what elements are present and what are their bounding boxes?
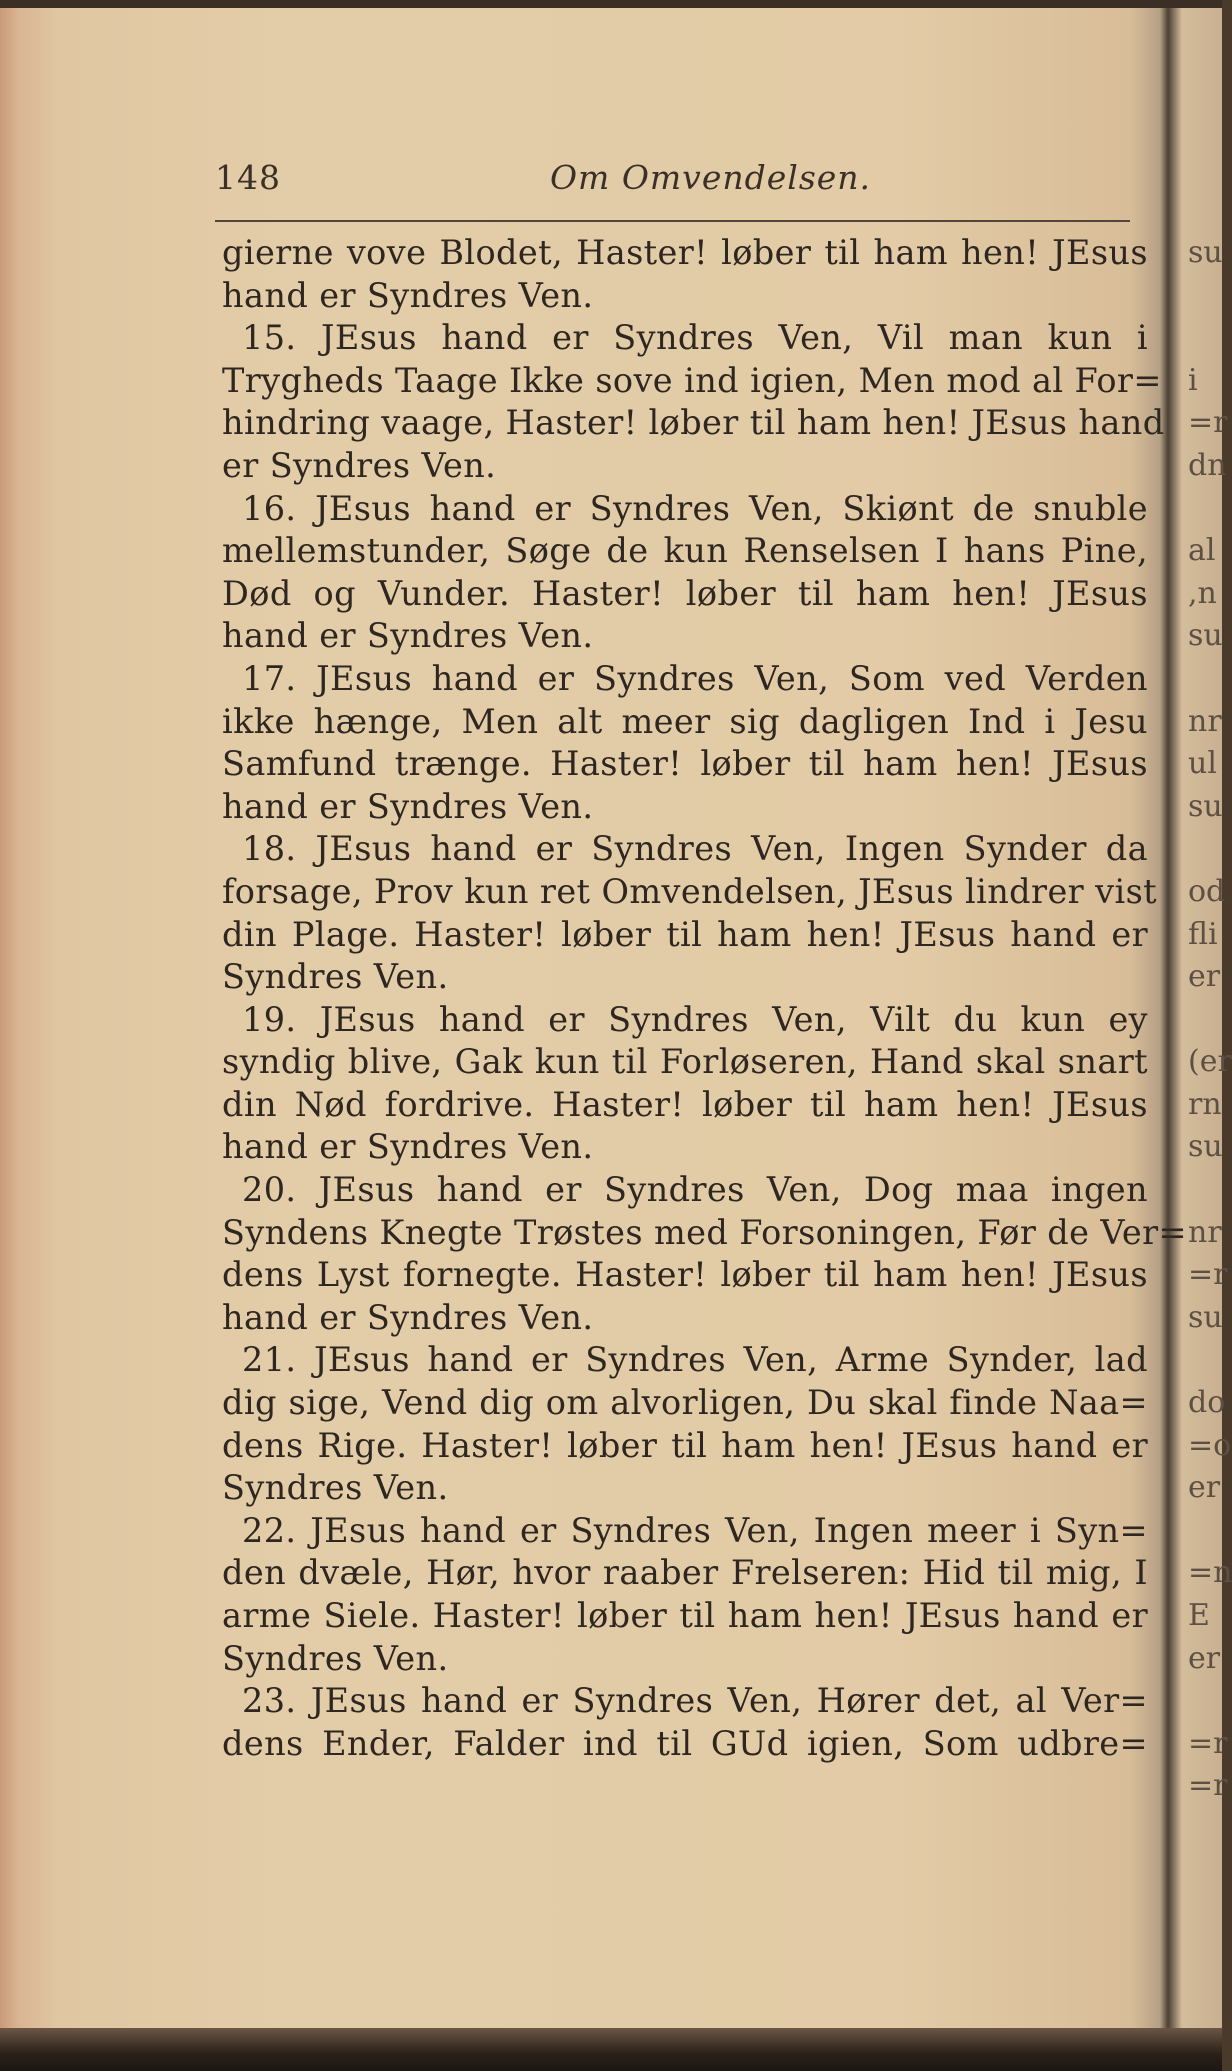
text-line: 18. JEsus hand er Syndres Ven, Ingen Synder da: [242, 829, 1148, 869]
page-top-edge: [0, 0, 1222, 8]
text-line: Syndens Knegte Trøstes med Forsoningen, Før de Ver=: [222, 1212, 1188, 1252]
text-line: dens Ender, Falder ind til GUd igien, Som udbre=: [222, 1723, 1148, 1763]
adjacent-page-fragment: =r: [1188, 1725, 1228, 1761]
text-line: forsage, Prov kun ret Omvendelsen, JEsus lindrer vist: [222, 871, 1158, 911]
adjacent-page-fragment: i: [1188, 362, 1198, 398]
text-line: den dvæle, Hør, hvor raaber Frelseren: Hid til mig, I: [222, 1553, 1148, 1593]
text-line: dig sige, Vend dig om alvorligen, Du skal finde Naa=: [222, 1383, 1148, 1423]
adjacent-page-fragment: ,n: [1188, 575, 1217, 611]
adjacent-page-fragment: [1188, 275, 1222, 318]
adjacent-page-fragment: er: [1188, 959, 1221, 995]
text-line: din Nød fordrive. Haster! løber til ham hen! JEsus: [222, 1084, 1148, 1124]
hymn-text: [222, 232, 1188, 1765]
text-line: hindring vaage, Haster! løber til ham hen! JEsus hand: [222, 403, 1165, 443]
text-line: hand er Syndres Ven.: [222, 616, 594, 656]
adjacent-page-fragment: od: [1188, 873, 1226, 909]
text-line: 21. JEsus hand er Syndres Ven, Arme Synder, lad: [242, 1340, 1148, 1380]
text-line: hand er Syndres Ven.: [222, 275, 594, 315]
adjacent-page-fragments: [1188, 232, 1232, 1808]
page-header: [215, 158, 1135, 208]
adjacent-page-fragment: [1188, 999, 1222, 1042]
adjacent-page-fragment: su: [1188, 618, 1223, 654]
page-bottom-edge: [0, 2028, 1222, 2071]
header-rule: [215, 220, 1130, 222]
adjacent-page-fragment: fli: [1188, 916, 1218, 952]
adjacent-page-fragment: er: [1188, 1470, 1221, 1506]
adjacent-page-fragment: su: [1188, 235, 1223, 270]
text-line: din Plage. Haster! løber til ham hen! JEsus hand er: [222, 914, 1148, 954]
text-line: 20. JEsus hand er Syndres Ven, Dog maa ingen: [242, 1170, 1148, 1210]
text-line: 22. JEsus hand er Syndres Ven, Ingen meer i Syn=: [242, 1510, 1148, 1550]
adjacent-page-fragment: al: [1188, 533, 1216, 569]
text-line: dens Rige. Haster! løber til ham hen! JEsus hand er: [222, 1425, 1148, 1465]
text-line: 16. JEsus hand er Syndres Ven, Skiønt de snuble: [242, 488, 1148, 528]
text-line: Syndres Ven.: [222, 1638, 449, 1678]
text-line: ikke hænge, Men alt meer sig dagligen Ind i Jesu: [222, 701, 1148, 741]
text-line: mellemstunder, Søge de kun Renselsen I hans Pine,: [222, 531, 1148, 571]
adjacent-page-fragment: [1188, 1169, 1222, 1212]
adjacent-page-fragment: nr: [1188, 703, 1222, 739]
text-line: hand er Syndres Ven.: [222, 1297, 594, 1337]
adjacent-page-fragment: (er: [1188, 1044, 1232, 1080]
text-line: Syndres Ven.: [222, 957, 449, 997]
text-line: 23. JEsus hand er Syndres Ven, Hører det, al Ver=: [242, 1681, 1148, 1721]
text-line: 19. JEsus hand er Syndres Ven, Vilt du kun ey: [242, 999, 1148, 1039]
adjacent-page-fragment: rn: [1188, 1086, 1222, 1122]
adjacent-page-fragment: su: [1188, 1299, 1223, 1335]
text-line: hand er Syndres Ven.: [222, 786, 594, 826]
adjacent-page-fragment: [1188, 1510, 1222, 1553]
adjacent-page-fragment: su: [1188, 788, 1223, 824]
text-line: syndig blive, Gak kun til Forløseren, Hand skal snart: [222, 1042, 1148, 1082]
adjacent-page-fragment: [1188, 828, 1222, 871]
adjacent-page-fragment: [1188, 488, 1222, 531]
adjacent-page-fragment: su: [1188, 1129, 1223, 1165]
text-line: Tryghеds Taage Ikke sove ind igien, Men mod al For=: [222, 360, 1162, 400]
text-line: Syndres Ven.: [222, 1468, 449, 1508]
adjacent-page-fragment: [1188, 317, 1222, 360]
adjacent-page-fragment: do: [1188, 1385, 1226, 1421]
text-line: 15. JEsus hand er Syndres Ven, Vil man kun i: [242, 318, 1148, 358]
text-line: dens Lyst fornegte. Haster! løber til ham hen! JEsus: [222, 1255, 1148, 1295]
text-line: gierne vove Blodet, Haster! løber til ham hen! JEsus: [222, 233, 1148, 272]
adjacent-page-fragment: =r: [1188, 1257, 1228, 1293]
adjacent-page-fragment: dn: [1188, 447, 1227, 483]
text-line: Død og Vunder. Haster! løber til ham hen! JEsus: [222, 573, 1148, 613]
text-line: hand er Syndres Ven.: [222, 1127, 594, 1167]
adjacent-page-fragment: =n: [1188, 1555, 1232, 1591]
adjacent-page-fragment: =o: [1188, 1427, 1232, 1463]
adjacent-page-fragment: =r: [1188, 405, 1228, 441]
adjacent-page-fragment: ul: [1188, 746, 1217, 782]
adjacent-page-fragment: =r: [1188, 1768, 1228, 1804]
page-number: 148: [215, 158, 281, 197]
adjacent-page-fragment: [1188, 1680, 1222, 1723]
text-line: Samfund trænge. Haster! løber til ham hen! JEsus: [222, 744, 1148, 784]
text-line: arme Siele. Haster! løber til ham hen! JEsus hand er: [222, 1596, 1148, 1635]
adjacent-page-fragment: [1188, 1339, 1222, 1382]
adjacent-page-fragment: [1188, 658, 1222, 701]
text-line: 17. JEsus hand er Syndres Ven, Som ved Verden: [242, 658, 1148, 698]
adjacent-page-fragment: E: [1188, 1598, 1210, 1633]
adjacent-page-fragment: nr: [1188, 1214, 1222, 1250]
adjacent-page-fragment: er: [1188, 1640, 1221, 1676]
running-head: Om Omvendelsen.: [550, 158, 872, 197]
text-line: er Syndres Ven.: [222, 445, 497, 485]
